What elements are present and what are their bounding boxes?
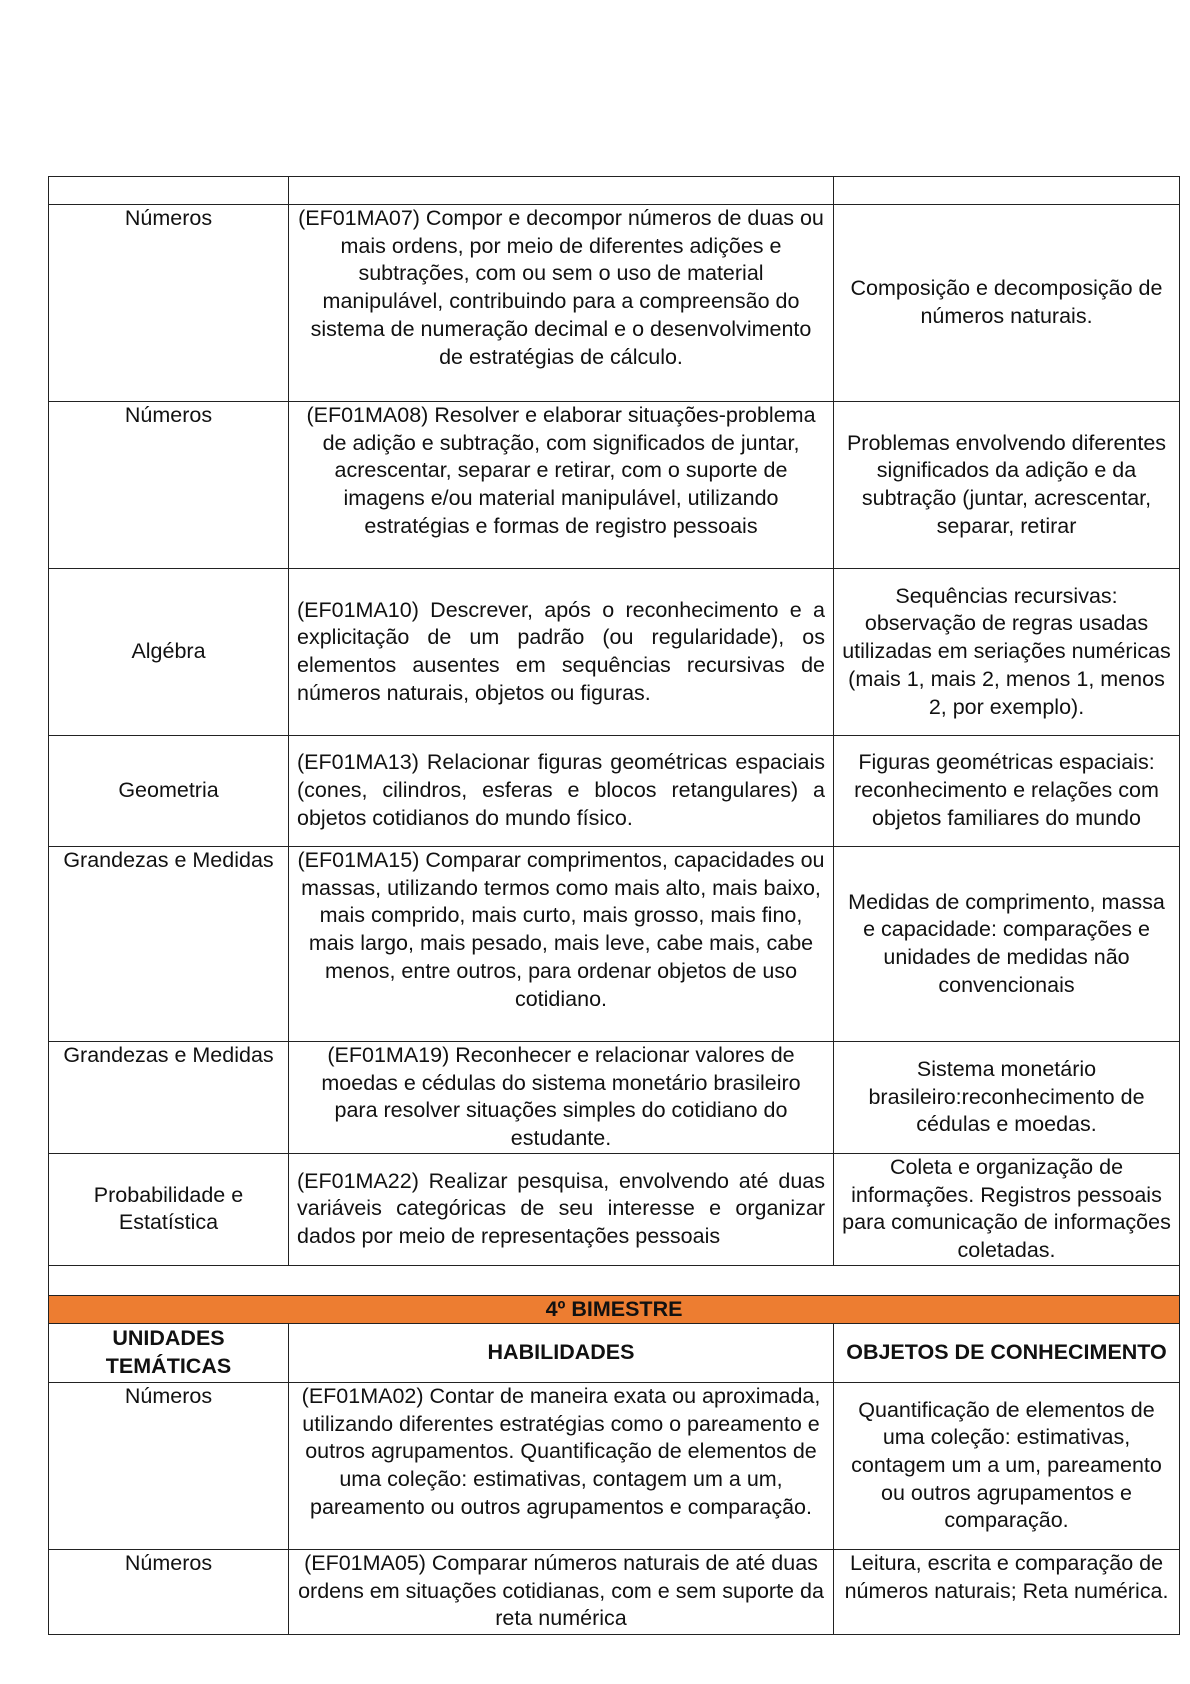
unit-cell: Números [49, 205, 289, 402]
skill-cell: (EF01MA15) Comparar comprimentos, capacidades ou massas, utilizando termos como mais alto, mais baixo, mais comprido, mais curto, mais grosso, mais fino, mais largo, mais pesado, mais leve, cabe mais, cabe menos, entre outros, para ordenar objetos de uso cotidiano. [289, 847, 834, 1042]
unit-cell: Grandezas e Medidas [49, 1042, 289, 1154]
object-cell: Problemas envolvendo diferentes significados da adição e da subtração (juntar, acrescentar, separar, retirar [834, 402, 1180, 569]
skill-cell: (EF01MA19) Reconhecer e relacionar valores de moedas e cédulas do sistema monetário brasileiro para resolver situações simples do cotidiano do estudante. [289, 1042, 834, 1154]
object-cell: Medidas de comprimento, massa e capacidade: comparações e unidades de medidas não convencionais [834, 847, 1180, 1042]
object-cell: Sistema monetário brasileiro:reconhecimento de cédulas e moedas. [834, 1042, 1180, 1154]
header-row [49, 1323, 1180, 1382]
object-cell: Leitura, escrita e comparação de números naturais; Reta numérica. [834, 1549, 1180, 1634]
skill-cell: (EF01MA10) Descrever, após o reconhecimento e a explicitação de um padrão (ou regularidade), os elementos ausentes em sequências recursivas de números naturais, objetos ou figuras. [289, 569, 834, 736]
skill-cell: (EF01MA02) Contar de maneira exata ou aproximada, utilizando diferentes estratégias como o pareamento e outros agrupamentos. Quantificação de elementos de uma coleção: estimativas, contagem um a um, pareamento ou outros agrupamentos e comparação. [289, 1382, 834, 1549]
table-row [49, 205, 1180, 402]
table-row [49, 1549, 1180, 1634]
table-row [49, 847, 1180, 1042]
unit-cell: Geometria [49, 736, 289, 847]
header-skill: HABILIDADES [289, 1323, 834, 1382]
skill-cell: (EF01MA07) Compor e decompor números de duas ou mais ordens, por meio de diferentes adições e subtrações, com ou sem o uso de material manipulável, contribuindo para a compreensão do sistema de numeração decimal e o desenvolvimento de estratégias de cálculo. [289, 205, 834, 402]
object-cell: Sequências recursivas: observação de regras usadas utilizadas em seriações numéricas (mais 1, mais 2, menos 1, menos 2, por exemplo). [834, 569, 1180, 736]
skill-cell: (EF01MA08) Resolver e elaborar situações-problema de adição e subtração, com significados de juntar, acrescentar, separar e retirar, com o suporte de imagens e/ou material manipulável, utilizando estratégias e formas de registro pessoais [289, 402, 834, 569]
table-row [49, 402, 1180, 569]
header-unit: UNIDADES TEMÁTICAS [49, 1323, 289, 1382]
table-row [49, 1153, 1180, 1265]
unit-cell: Números [49, 1549, 289, 1634]
bimester-band [49, 1295, 1180, 1323]
object-cell: Figuras geométricas espaciais: reconhecimento e relações com objetos familiares do mundo [834, 736, 1180, 847]
table-row [49, 1042, 1180, 1154]
unit-cell: Números [49, 402, 289, 569]
curriculum-table [48, 176, 1180, 1635]
spacer-row [49, 1265, 1180, 1295]
empty-row [49, 177, 1180, 205]
unit-cell: Grandezas e Medidas [49, 847, 289, 1042]
skill-cell: (EF01MA22) Realizar pesquisa, envolvendo até duas variáveis categóricas de seu interesse e organizar dados por meio de representações pessoais [289, 1153, 834, 1265]
table-row [49, 569, 1180, 736]
unit-cell: Algébra [49, 569, 289, 736]
unit-cell: Probabilidade e Estatística [49, 1153, 289, 1265]
skill-cell: (EF01MA13) Relacionar figuras geométricas espaciais (cones, cilindros, esferas e blocos retangulares) a objetos cotidianos do mundo físico. [289, 736, 834, 847]
object-cell: Composição e decomposição de números naturais. [834, 205, 1180, 402]
table-row [49, 1382, 1180, 1549]
object-cell: Quantificação de elementos de uma coleção: estimativas, contagem um a um, pareamento ou outros agrupamentos e comparação. [834, 1382, 1180, 1549]
object-cell: Coleta e organização de informações. Registros pessoais para comunicação de informações coletadas. [834, 1153, 1180, 1265]
unit-cell: Números [49, 1382, 289, 1549]
header-object: OBJETOS DE CONHECIMENTO [834, 1323, 1180, 1382]
table-row [49, 736, 1180, 847]
skill-cell: (EF01MA05) Comparar números naturais de até duas ordens em situações cotidianas, com e sem suporte da reta numérica [289, 1549, 834, 1634]
bimester-title: 4º BIMESTRE [49, 1295, 1180, 1323]
